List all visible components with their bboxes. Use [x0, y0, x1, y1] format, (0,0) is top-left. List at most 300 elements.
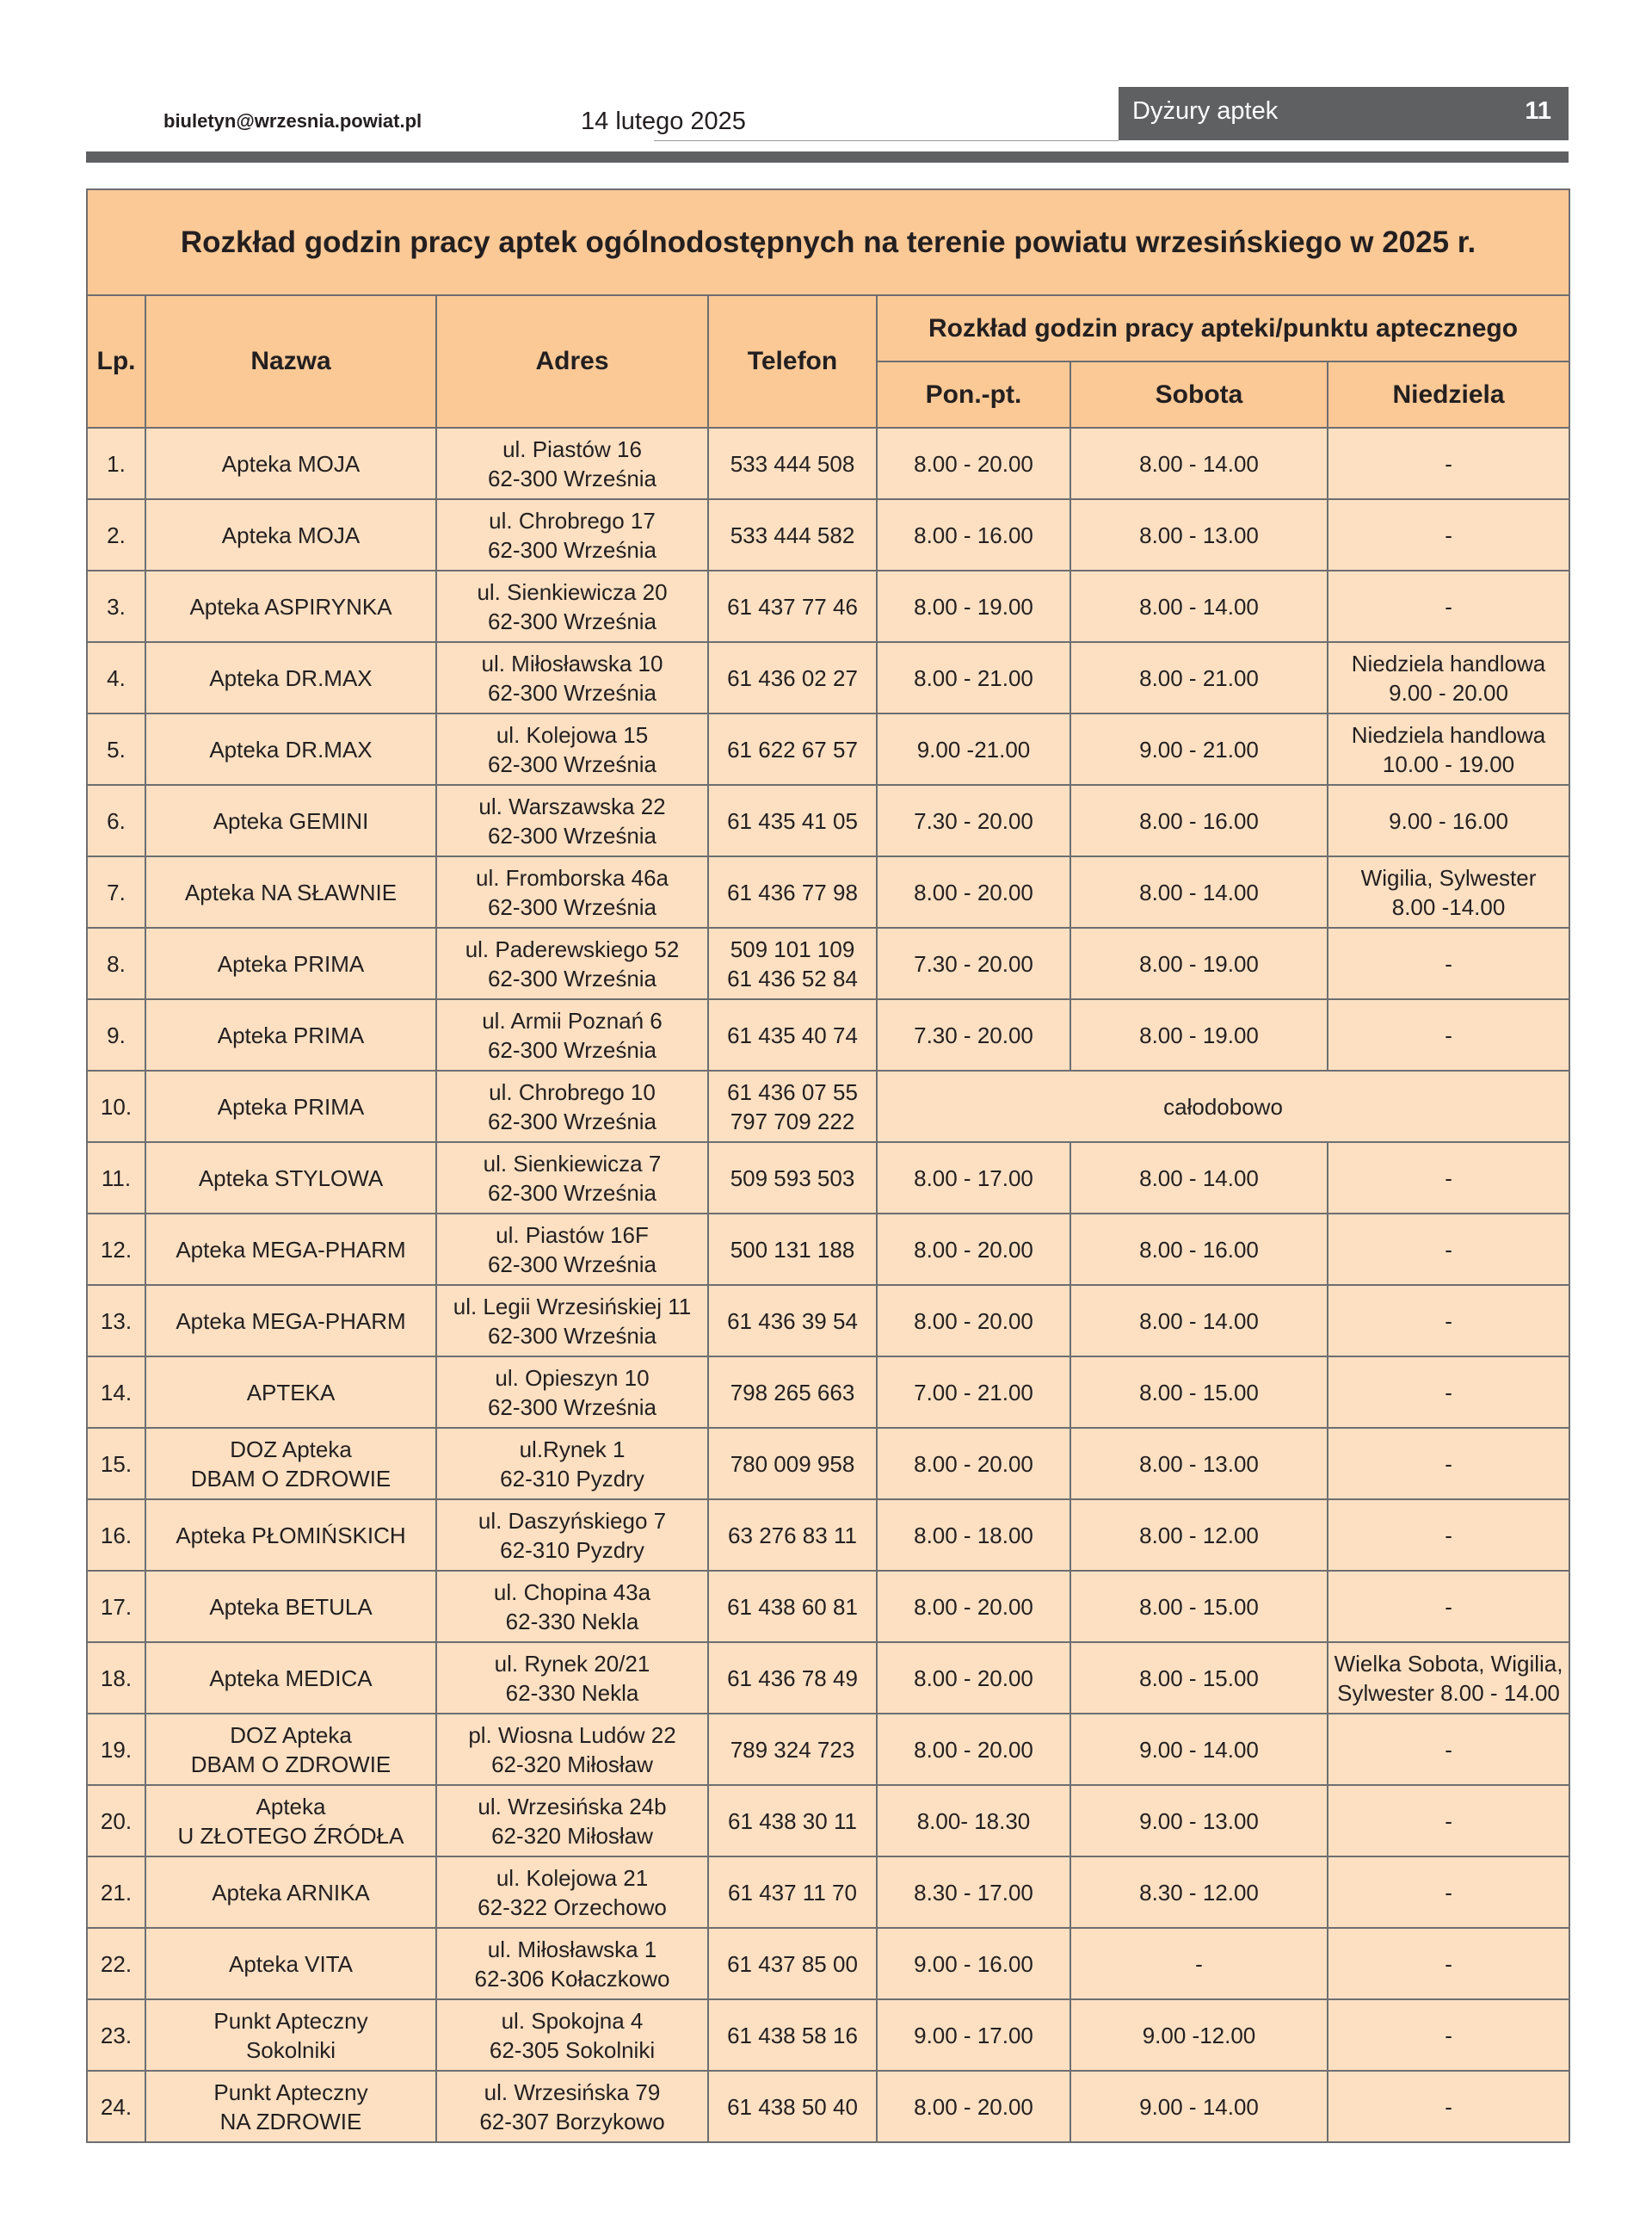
cell-address [436, 1214, 708, 1285]
cell-phone-line: 61 438 50 40 [727, 2093, 858, 2120]
cell-phone [708, 1214, 877, 1285]
cell-phone-line: 61 438 30 11 [728, 1807, 857, 1834]
cell-name [145, 1499, 436, 1571]
cell-address-line: 62-300 Września [487, 822, 657, 849]
cell-name-line: APTEKA [246, 1379, 336, 1405]
cell-lp: 11. [87, 1142, 145, 1214]
cell-address-line: 62-300 Września [487, 1108, 657, 1134]
table-row [87, 642, 1569, 713]
cell-sunday-line: - [1445, 1522, 1452, 1548]
cell-sunday-line: - [1445, 1022, 1452, 1048]
cell-sunday-line: 10.00 - 19.00 [1382, 751, 1515, 777]
cell-name-line: Apteka PRIMA [217, 1022, 365, 1048]
table-row [87, 1142, 1569, 1214]
cell-phone-line: 509 593 503 [730, 1164, 855, 1191]
cell-phone [708, 642, 877, 713]
cell-phone [708, 1071, 877, 1142]
cell-sunday [1328, 928, 1569, 999]
header-rule [654, 140, 1119, 141]
cell-address [436, 428, 708, 499]
cell-phone [708, 785, 877, 856]
cell-address-line: ul. Piastów 16 [502, 435, 642, 462]
cell-lp: 14. [87, 1356, 145, 1428]
cell-name-line: Apteka DR.MAX [209, 736, 373, 763]
table-row [87, 1856, 1569, 1928]
cell-name-line: Apteka PRIMA [217, 950, 365, 977]
cell-weekday: 8.00 - 20.00 [877, 1214, 1070, 1285]
cell-weekday: 7.30 - 20.00 [877, 999, 1070, 1071]
cell-address-line: ul. Sienkiewicza 7 [483, 1150, 662, 1177]
cell-name-line: Apteka NA SŁAWNIE [184, 879, 398, 905]
cell-address [436, 571, 708, 642]
cell-sunday-line: - [1445, 2093, 1452, 2120]
cell-address-line: ul. Piastów 16F [496, 1221, 649, 1248]
cell-saturday: 8.00 - 16.00 [1070, 785, 1328, 856]
cell-address [436, 785, 708, 856]
cell-sunday-line: Niedziela handlowa [1351, 721, 1546, 748]
cell-address-line: ul. Warszawska 22 [478, 793, 666, 819]
cell-lp: 10. [87, 1071, 145, 1142]
table-row [87, 571, 1569, 642]
cell-sunday [1328, 1428, 1569, 1499]
cell-weekday: 9.00 - 17.00 [877, 1999, 1070, 2071]
table-row [87, 1356, 1569, 1428]
cell-sunday-line: - [1445, 1307, 1452, 1334]
cell-name [145, 1356, 436, 1428]
cell-saturday: 8.00 - 13.00 [1070, 1428, 1328, 1499]
table-row [87, 1999, 1569, 2071]
cell-name [145, 1071, 436, 1142]
cell-name [145, 1642, 436, 1714]
cell-sunday-line: - [1445, 450, 1452, 477]
cell-address-line: ul. Miłosławska 10 [481, 650, 663, 676]
cell-phone-line: 61 436 78 49 [727, 1665, 858, 1691]
cell-phone-line: 780 009 958 [730, 1450, 855, 1477]
cell-address [436, 499, 708, 571]
cell-sunday [1328, 1642, 1569, 1714]
column-header-phone: Telefon [708, 295, 877, 428]
cell-sunday [1328, 1571, 1569, 1642]
cell-name [145, 1714, 436, 1785]
cell-weekday: 9.00 -21.00 [877, 713, 1070, 785]
table-row [87, 1499, 1569, 1571]
cell-weekday: 8.00 - 16.00 [877, 499, 1070, 571]
cell-weekday: 7.00 - 21.00 [877, 1356, 1070, 1428]
cell-phone [708, 713, 877, 785]
cell-name-line: Apteka ARNIKA [212, 1879, 370, 1906]
cell-name [145, 785, 436, 856]
cell-weekday: 8.00 - 17.00 [877, 1142, 1070, 1214]
cell-name-line: Apteka PŁOMIŃSKICH [176, 1522, 406, 1548]
cell-saturday: 8.00 - 15.00 [1070, 1571, 1328, 1642]
cell-sunday [1328, 1856, 1569, 1928]
cell-phone [708, 1928, 877, 1999]
cell-sunday-line: - [1445, 522, 1452, 548]
cell-address-line: 62-300 Września [487, 1251, 657, 1277]
cell-address-line: ul. Rynek 20/21 [494, 1650, 650, 1677]
cell-name [145, 1999, 436, 2071]
cell-phone [708, 1714, 877, 1785]
cell-phone [708, 856, 877, 928]
cell-address-line: 62-300 Września [487, 608, 657, 634]
cell-address [436, 856, 708, 928]
cell-address [436, 1285, 708, 1356]
cell-weekday: 8.00 - 20.00 [877, 428, 1070, 499]
cell-sunday-line: - [1445, 1450, 1452, 1477]
cell-sunday-line: - [1445, 1379, 1452, 1405]
cell-phone-line: 61 436 39 54 [727, 1307, 858, 1334]
cell-phone-line: 61 622 67 57 [727, 736, 858, 763]
cell-phone-line: 61 438 58 16 [727, 2022, 858, 2048]
cell-saturday: 9.00 - 21.00 [1070, 713, 1328, 785]
cell-address-line: 62-300 Września [487, 679, 657, 706]
cell-name [145, 1428, 436, 1499]
cell-weekday: 8.00 - 20.00 [877, 1714, 1070, 1785]
cell-name-line: U ZŁOTEGO ŹRÓDŁA [177, 1822, 404, 1849]
cell-address [436, 1856, 708, 1928]
cell-address-line: 62-300 Września [487, 751, 657, 777]
cell-lp: 2. [87, 499, 145, 571]
cell-name [145, 856, 436, 928]
cell-phone-line: 61 437 77 46 [727, 593, 858, 620]
table-body [87, 428, 1569, 2142]
table-row [87, 1285, 1569, 1356]
cell-phone-line: 500 131 188 [730, 1236, 855, 1263]
column-header-name: Nazwa [145, 295, 436, 428]
cell-sunday [1328, 499, 1569, 571]
cell-sunday [1328, 1999, 1569, 2071]
cell-saturday: 9.00 - 13.00 [1070, 1785, 1328, 1856]
cell-name-line: Apteka VITA [228, 1950, 354, 1977]
cell-lp: 21. [87, 1856, 145, 1928]
cell-name [145, 713, 436, 785]
cell-address [436, 1499, 708, 1571]
cell-phone-line: 61 436 02 27 [727, 664, 858, 691]
table-row [87, 1928, 1569, 1999]
cell-sunday-line: - [1445, 1736, 1452, 1763]
cell-sunday-line: - [1445, 1879, 1452, 1906]
cell-name [145, 999, 436, 1071]
cell-address [436, 1428, 708, 1499]
cell-name-line: NA ZDROWIE [219, 2108, 362, 2134]
cell-name-line: Apteka [256, 1793, 326, 1819]
cell-name-line: Apteka MEGA-PHARM [176, 1236, 406, 1263]
cell-saturday: 8.00 - 14.00 [1070, 1142, 1328, 1214]
cell-saturday: 8.00 - 19.00 [1070, 999, 1328, 1071]
cell-address-line: ul. Kolejowa 21 [496, 1864, 649, 1891]
cell-saturday: 8.30 - 12.00 [1070, 1856, 1328, 1928]
cell-phone-line: 61 437 11 70 [728, 1879, 857, 1906]
cell-sunday-line: - [1445, 950, 1452, 977]
cell-saturday: 9.00 - 14.00 [1070, 1714, 1328, 1785]
cell-name-line: DOZ Apteka [230, 1436, 352, 1462]
cell-sunday-line: - [1445, 1236, 1452, 1263]
cell-phone [708, 1285, 877, 1356]
cell-name [145, 1785, 436, 1856]
cell-sunday [1328, 999, 1569, 1071]
table-row [87, 856, 1569, 928]
cell-name-line: Apteka DR.MAX [209, 664, 373, 691]
table-row [87, 1428, 1569, 1499]
cell-address-line: ul. Chrobrego 17 [489, 507, 656, 534]
cell-address-line: ul. Armii Poznań 6 [482, 1007, 663, 1034]
cell-address-line: ul. Chopina 43a [493, 1578, 651, 1605]
cell-name-line: Punkt Apteczny [213, 2007, 368, 2034]
table-row [87, 1071, 1569, 1142]
cell-address-line: ul. Daszyńskiego 7 [478, 1507, 667, 1534]
issue-date: 14 lutego 2025 [581, 108, 746, 135]
cell-lp: 6. [87, 785, 145, 856]
cell-address-line: ul. Paderewskiego 52 [465, 936, 680, 962]
cell-phone-line: 798 265 663 [730, 1379, 855, 1405]
cell-sunday [1328, 428, 1569, 499]
cell-address-line: 62-310 Pyzdry [500, 1465, 644, 1492]
cell-phone-line: 509 101 109 [730, 936, 855, 962]
cell-name-line: Punkt Apteczny [213, 2079, 368, 2105]
cell-sunday [1328, 1785, 1569, 1856]
cell-phone-line: 61 435 40 74 [727, 1022, 858, 1048]
cell-phone-line: 61 438 60 81 [727, 1593, 858, 1620]
cell-sunday [1328, 571, 1569, 642]
cell-address-line: ul. Wrzesińska 24b [478, 1793, 667, 1819]
column-header-sunday: Niedziela [1328, 361, 1569, 428]
cell-address [436, 999, 708, 1071]
cell-phone [708, 1428, 877, 1499]
table-row [87, 1785, 1569, 1856]
cell-phone-line: 61 435 41 05 [727, 807, 858, 834]
cell-name [145, 571, 436, 642]
page-number: 11 [1525, 97, 1551, 125]
cell-saturday: 8.00 - 15.00 [1070, 1356, 1328, 1428]
cell-sunday-line: 8.00 -14.00 [1391, 893, 1506, 920]
cell-weekday: 8.00 - 20.00 [877, 856, 1070, 928]
cell-address [436, 928, 708, 999]
cell-address-line: 62-307 Borzykowo [479, 2108, 665, 2134]
cell-name-line: DOZ Apteka [230, 1721, 352, 1748]
cell-saturday: 8.00 - 21.00 [1070, 642, 1328, 713]
table-row [87, 1214, 1569, 1285]
table-row [87, 1714, 1569, 1785]
cell-name [145, 1214, 436, 1285]
cell-phone-line: 61 436 07 55 [727, 1078, 858, 1105]
cell-name [145, 928, 436, 999]
cell-address-line: 62-310 Pyzdry [500, 1536, 644, 1563]
column-header-saturday: Sobota [1070, 361, 1328, 428]
cell-address [436, 642, 708, 713]
table-row [87, 785, 1569, 856]
table-row [87, 428, 1569, 499]
cell-weekday: 9.00 - 16.00 [877, 1928, 1070, 1999]
cell-lp: 9. [87, 999, 145, 1071]
cell-lp: 13. [87, 1285, 145, 1356]
cell-lp: 18. [87, 1642, 145, 1714]
cell-lp: 16. [87, 1499, 145, 1571]
cell-address-line: ul. Wrzesińska 79 [484, 2079, 661, 2105]
cell-address [436, 1642, 708, 1714]
table-row [87, 713, 1569, 785]
cell-weekday: 7.30 - 20.00 [877, 785, 1070, 856]
cell-phone-line: 797 709 222 [730, 1108, 855, 1134]
cell-name [145, 1142, 436, 1214]
cell-saturday: 8.00 - 19.00 [1070, 928, 1328, 999]
cell-sunday-line: - [1445, 2022, 1452, 2048]
cell-lp: 19. [87, 1714, 145, 1785]
cell-address-line: 62-305 Sokolniki [489, 2036, 656, 2063]
cell-address [436, 1356, 708, 1428]
cell-sunday-line: Wigilia, Sylwester [1360, 864, 1537, 891]
cell-address-line: ul. Kolejowa 15 [496, 721, 649, 748]
cell-address [436, 1142, 708, 1214]
cell-name-line: Apteka GEMINI [213, 807, 369, 834]
cell-sunday-line: Niedziela handlowa [1351, 650, 1546, 676]
cell-lp: 1. [87, 428, 145, 499]
cell-phone [708, 1999, 877, 2071]
cell-name-line: Apteka ASPIRYNKA [189, 593, 392, 620]
cell-phone-line: 789 324 723 [730, 1736, 855, 1763]
column-header-lp: Lp. [87, 295, 145, 428]
cell-address-line: 62-322 Orzechowo [478, 1893, 667, 1920]
cell-name-line: Apteka STYLOWA [198, 1164, 384, 1191]
cell-saturday: 8.00 - 14.00 [1070, 856, 1328, 928]
cell-saturday: 8.00 - 14.00 [1070, 1285, 1328, 1356]
cell-saturday: 9.00 - 14.00 [1070, 2071, 1328, 2142]
cell-sunday-line: - [1445, 1593, 1452, 1620]
cell-name-line: DBAM O ZDROWIE [190, 1751, 391, 1777]
cell-sunday [1328, 642, 1569, 713]
cell-address-line: ul.Rynek 1 [519, 1436, 626, 1462]
cell-saturday: 9.00 -12.00 [1070, 1999, 1328, 2071]
cell-address-line: 62-306 Kołaczkowo [474, 1965, 670, 1992]
cell-address [436, 1714, 708, 1785]
cell-weekday: 8.00 - 20.00 [877, 2071, 1070, 2142]
cell-name [145, 2071, 436, 2142]
cell-phone [708, 499, 877, 571]
cell-address-line: 62-300 Września [487, 965, 657, 991]
cell-lp: 7. [87, 856, 145, 928]
cell-name-line: Apteka BETULA [209, 1593, 373, 1620]
cell-lp: 24. [87, 2071, 145, 2142]
section-title: Dyżury aptek [1132, 97, 1279, 125]
cell-saturday: 8.00 - 15.00 [1070, 1642, 1328, 1714]
cell-name [145, 1285, 436, 1356]
cell-address [436, 1071, 708, 1142]
cell-phone [708, 928, 877, 999]
cell-weekday: 7.30 - 20.00 [877, 928, 1070, 999]
cell-phone [708, 1856, 877, 1928]
cell-weekday: 8.00 - 19.00 [877, 571, 1070, 642]
cell-address-line: 62-300 Września [487, 536, 657, 563]
top-divider-bar [86, 151, 1569, 163]
cell-sunday-line: 9.00 - 20.00 [1389, 679, 1508, 706]
cell-address-line: 62-300 Września [487, 1179, 657, 1206]
cell-sunday [1328, 1928, 1569, 1999]
table-row [87, 2071, 1569, 2142]
cell-lp: 8. [87, 928, 145, 999]
cell-saturday: 8.00 - 13.00 [1070, 499, 1328, 571]
cell-address-line: 62-320 Miłosław [491, 1751, 653, 1777]
cell-phone [708, 1571, 877, 1642]
cell-phone [708, 571, 877, 642]
cell-sunday [1328, 1142, 1569, 1214]
cell-lp: 15. [87, 1428, 145, 1499]
cell-address-line: pl. Wiosna Ludów 22 [468, 1721, 676, 1748]
cell-phone-line: 533 444 508 [730, 450, 855, 477]
cell-sunday-line: - [1445, 593, 1452, 620]
cell-sunday [1328, 785, 1569, 856]
cell-address [436, 1785, 708, 1856]
cell-lp: 5. [87, 713, 145, 785]
cell-address-line: ul. Chrobrego 10 [489, 1078, 656, 1105]
cell-name-line: Apteka MOJA [221, 522, 361, 548]
cell-phone [708, 1499, 877, 1571]
cell-address-line: 62-300 Września [487, 1036, 657, 1063]
cell-address-line: 62-300 Września [487, 893, 657, 920]
cell-address [436, 1999, 708, 2071]
cell-sunday [1328, 1499, 1569, 1571]
cell-weekday: 8.00 - 20.00 [877, 1571, 1070, 1642]
cell-phone-line: 61 436 77 98 [727, 879, 858, 905]
cell-lp: 4. [87, 642, 145, 713]
cell-sunday [1328, 713, 1569, 785]
cell-address [436, 713, 708, 785]
cell-weekday: 8.00 - 21.00 [877, 642, 1070, 713]
cell-sunday-line: - [1445, 1807, 1452, 1834]
cell-phone [708, 1785, 877, 1856]
cell-name-line: Sokolniki [245, 2036, 336, 2063]
cell-phone [708, 2071, 877, 2142]
cell-lp: 20. [87, 1785, 145, 1856]
section-banner [1119, 87, 1569, 140]
cell-name [145, 1928, 436, 1999]
cell-address-line: ul. Miłosławska 1 [487, 1936, 657, 1962]
cell-lp: 3. [87, 571, 145, 642]
cell-saturday: 8.00 - 14.00 [1070, 571, 1328, 642]
cell-address-line: 62-330 Nekla [505, 1679, 639, 1706]
cell-sunday-line: Wielka Sobota, Wigilia, [1334, 1650, 1563, 1677]
cell-phone [708, 1142, 877, 1214]
cell-address-line: 62-330 Nekla [505, 1608, 639, 1634]
cell-sunday [1328, 1285, 1569, 1356]
cell-sunday [1328, 1714, 1569, 1785]
cell-address-line: ul. Opieszyn 10 [495, 1364, 650, 1391]
cell-address-line: 62-300 Września [487, 1393, 657, 1420]
cell-sunday [1328, 2071, 1569, 2142]
cell-address [436, 1928, 708, 1999]
pharmacy-schedule-table [86, 188, 1570, 2143]
cell-sunday-line: - [1445, 1950, 1452, 1977]
cell-weekday: 8.00- 18.30 [877, 1785, 1070, 1856]
cell-name-line: Apteka PRIMA [217, 1093, 365, 1120]
cell-name-line: Apteka MEGA-PHARM [176, 1307, 406, 1334]
cell-address-line: ul. Sienkiewicza 20 [477, 578, 668, 605]
cell-sunday-line: - [1445, 1164, 1452, 1191]
cell-address-line: ul. Legii Wrzesińskiej 11 [453, 1293, 692, 1319]
cell-address-line: 62-300 Września [487, 465, 657, 491]
table-row [87, 928, 1569, 999]
cell-sunday [1328, 1356, 1569, 1428]
cell-weekday: 8.00 - 20.00 [877, 1428, 1070, 1499]
cell-name [145, 1571, 436, 1642]
cell-lp: 22. [87, 1928, 145, 1999]
cell-phone [708, 999, 877, 1071]
cell-phone-line: 61 436 52 84 [727, 965, 858, 991]
cell-saturday: 8.00 - 14.00 [1070, 428, 1328, 499]
cell-saturday: 8.00 - 12.00 [1070, 1499, 1328, 1571]
cell-name [145, 499, 436, 571]
cell-phone-line: 63 276 83 11 [728, 1522, 857, 1548]
cell-lp: 12. [87, 1214, 145, 1285]
table-row [87, 1571, 1569, 1642]
